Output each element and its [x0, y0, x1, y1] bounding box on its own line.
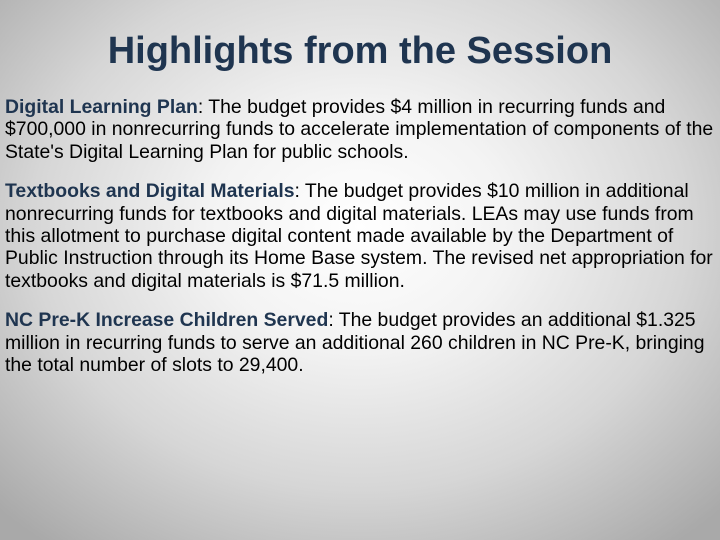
slide-title: Highlights from the Session	[107, 30, 613, 72]
highlight-heading: Textbooks and Digital Materials	[5, 180, 295, 203]
heading-separator: :	[197, 96, 204, 118]
highlight-heading: Digital Learning Plan	[5, 96, 198, 118]
highlight-text: The budget provides $10 million in additional nonrecurring funds for textbooks and digital materials. LEAs may use funds from this allotment to purchase digital content made available by the Department of Public Instruction through its Home Base system. The revised net appropriation for textbooks and digital materials is $71.5 million.	[5, 180, 713, 292]
slide-body	[5, 96, 717, 393]
highlight-heading: NC Pre-K Increase Children Served	[5, 309, 329, 332]
highlight-item-nc-pre-k	[5, 309, 717, 376]
highlight-item-digital-learning-plan	[5, 96, 717, 163]
highlight-text: The budget provides $4 million in recurring funds and $700,000 in nonrecurring funds to accelerate implementation of components of the State's Digital Learning Plan for public schools.	[5, 96, 714, 163]
highlight-text: The budget provides an additional $1.325 million in recurring funds to serve an additional 260 children in NC Pre-K, bringing the total number of slots to 29,400.	[5, 309, 705, 377]
heading-separator: :	[294, 180, 300, 203]
heading-separator: :	[328, 309, 334, 332]
highlight-item-textbooks-digital-materials	[5, 180, 717, 292]
